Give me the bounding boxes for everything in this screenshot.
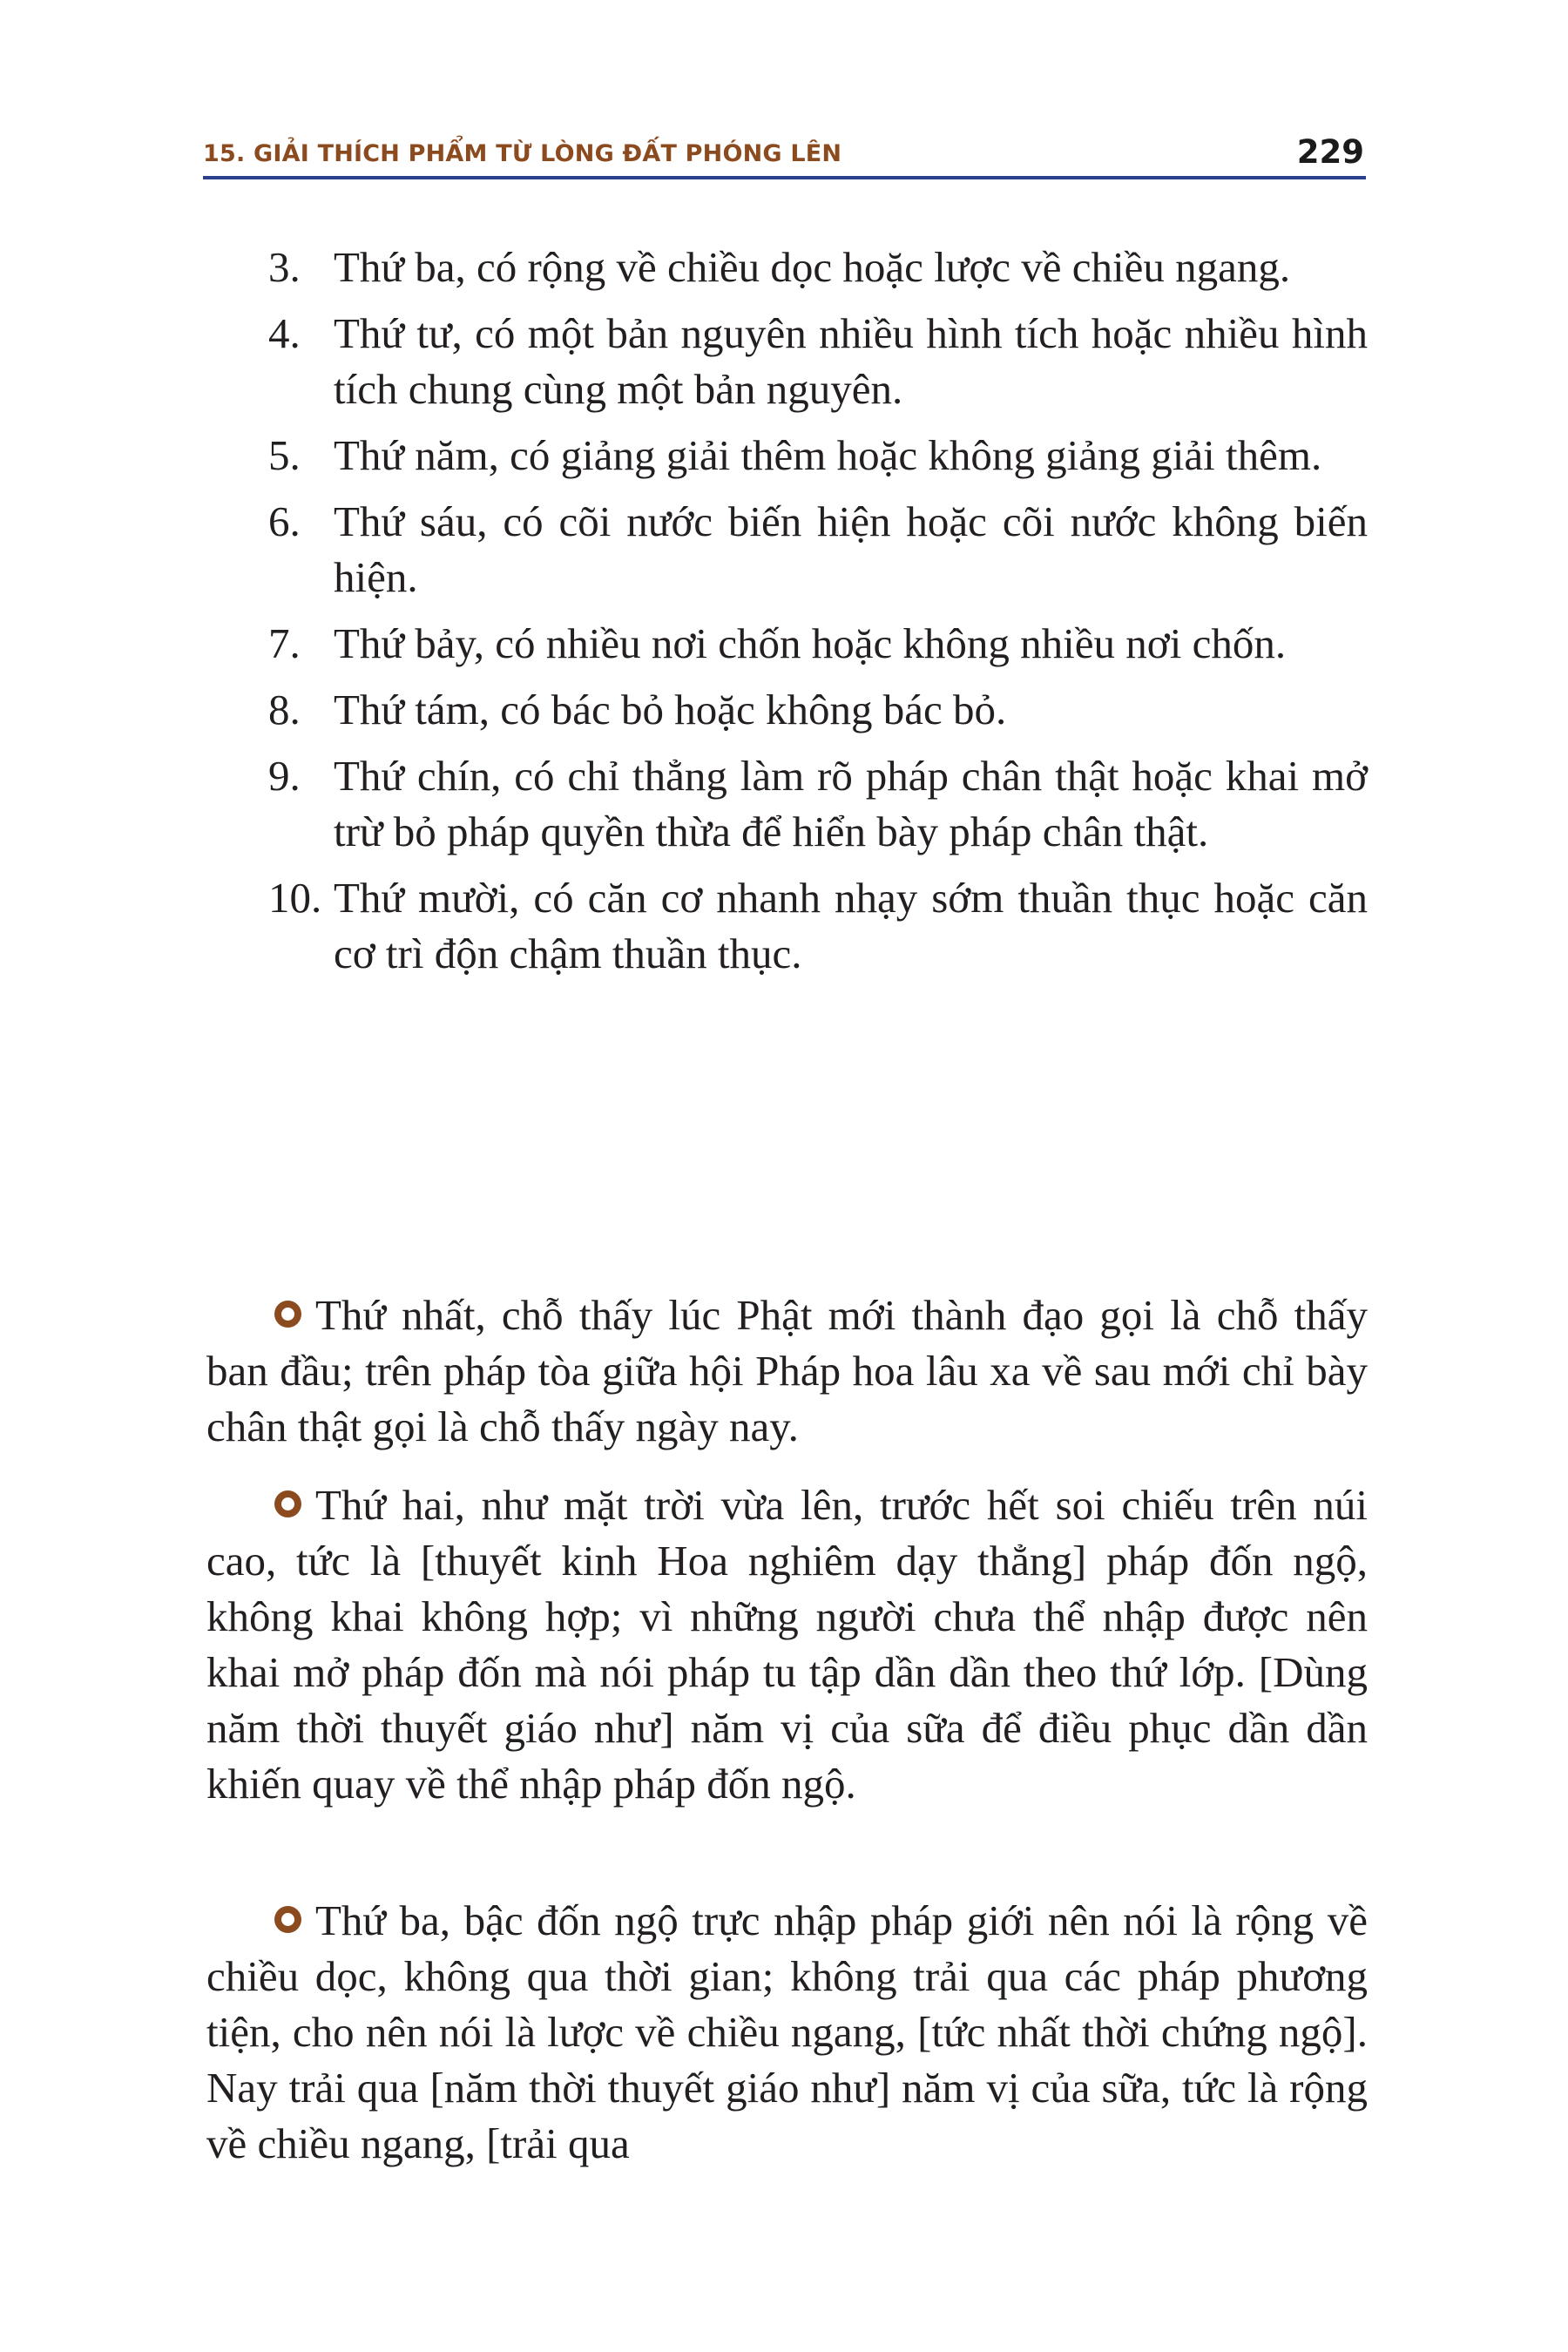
list-item-text: Thứ bảy, có nhiều nơi chốn hoặc không nhiều nơi chốn. bbox=[334, 619, 1287, 667]
list-item bbox=[268, 616, 1368, 672]
list-item-number: 8. bbox=[268, 686, 301, 733]
list-item-text: Thứ năm, có giảng giải thêm hoặc không giảng giải thêm. bbox=[334, 431, 1322, 479]
body-paragraph bbox=[206, 1893, 1368, 2172]
body-paragraph bbox=[206, 1477, 1368, 1812]
list-item bbox=[268, 870, 1368, 982]
list-item-number: 9. bbox=[268, 752, 301, 800]
ring-bullet-icon bbox=[274, 1301, 301, 1328]
ring-bullet-icon bbox=[274, 1906, 301, 1933]
paragraph-text: Thứ hai, như mặt trời vừa lên, trước hết soi chiếu trên núi cao, tức là [thuyết kinh Hoa nghiêm dạy thẳng] pháp đốn ngộ, không khai không hợp; vì những người chưa thể nhập được nên khai mở pháp đốn mà nói pháp tu tập dần dần theo thứ lớp. [Dùng năm thời thuyết giáo như] năm vị của sữa để điều phục dần dần khiến quay về thể nhập pháp đốn ngộ. bbox=[206, 1481, 1368, 1808]
body-paragraph bbox=[206, 1288, 1368, 1455]
header-rule bbox=[203, 176, 1366, 179]
page-number: 229 bbox=[1296, 133, 1364, 171]
list-item bbox=[268, 494, 1368, 605]
list-item bbox=[268, 240, 1368, 295]
running-title: 15. GIẢI THÍCH PHẨM TỪ LÒNG ĐẤT PHÓNG LÊN bbox=[203, 140, 842, 167]
list-item-number: 5. bbox=[268, 431, 301, 479]
list-item-number: 7. bbox=[268, 619, 301, 667]
paragraph-text: Thứ ba, bậc đốn ngộ trực nhập pháp giới nên nói là rộng về chiều dọc, không qua thời gian; không trải qua các pháp phương tiện, cho nên nói là lược về chiều ngang, [tức nhất thời chứng ngộ]. Nay trải qua [năm thời thuyết giáo như] năm vị của sữa, tức là rộng về chiều ngang, [trải qua bbox=[206, 1896, 1368, 2167]
list-item bbox=[268, 748, 1368, 860]
list-item-text: Thứ tư, có một bản nguyên nhiều hình tích hoặc nhiều hình tích chung cùng một bản nguyên. bbox=[334, 309, 1368, 413]
list-item-number: 4. bbox=[268, 309, 301, 357]
list-item-text: Thứ chín, có chỉ thẳng làm rõ pháp chân thật hoặc khai mở trừ bỏ pháp quyền thừa để hiển bày pháp chân thật. bbox=[334, 752, 1368, 855]
list-item-text: Thứ mười, có căn cơ nhanh nhạy sớm thuần thục hoặc căn cơ trì độn chậm thuần thục. bbox=[334, 874, 1368, 977]
paragraph-text: Thứ nhất, chỗ thấy lúc Phật mới thành đạo gọi là chỗ thấy ban đầu; trên pháp tòa giữa hội Pháp hoa lâu xa về sau mới chỉ bày chân thật gọi là chỗ thấy ngày nay. bbox=[206, 1291, 1368, 1450]
list-item-text: Thứ ba, có rộng về chiều dọc hoặc lược về chiều ngang. bbox=[334, 243, 1291, 291]
numbered-list bbox=[268, 240, 1368, 992]
list-item bbox=[268, 428, 1368, 483]
page-header bbox=[203, 122, 1366, 179]
list-item-number: 3. bbox=[268, 243, 301, 291]
list-item-number: 10. bbox=[268, 874, 322, 922]
list-item-number: 6. bbox=[268, 497, 301, 545]
ring-bullet-icon bbox=[274, 1490, 301, 1517]
list-item bbox=[268, 682, 1368, 738]
list-item-text: Thứ tám, có bác bỏ hoặc không bác bỏ. bbox=[334, 686, 1007, 733]
list-item bbox=[268, 306, 1368, 417]
list-item-text: Thứ sáu, có cõi nước biến hiện hoặc cõi nước không biến hiện. bbox=[334, 497, 1368, 601]
